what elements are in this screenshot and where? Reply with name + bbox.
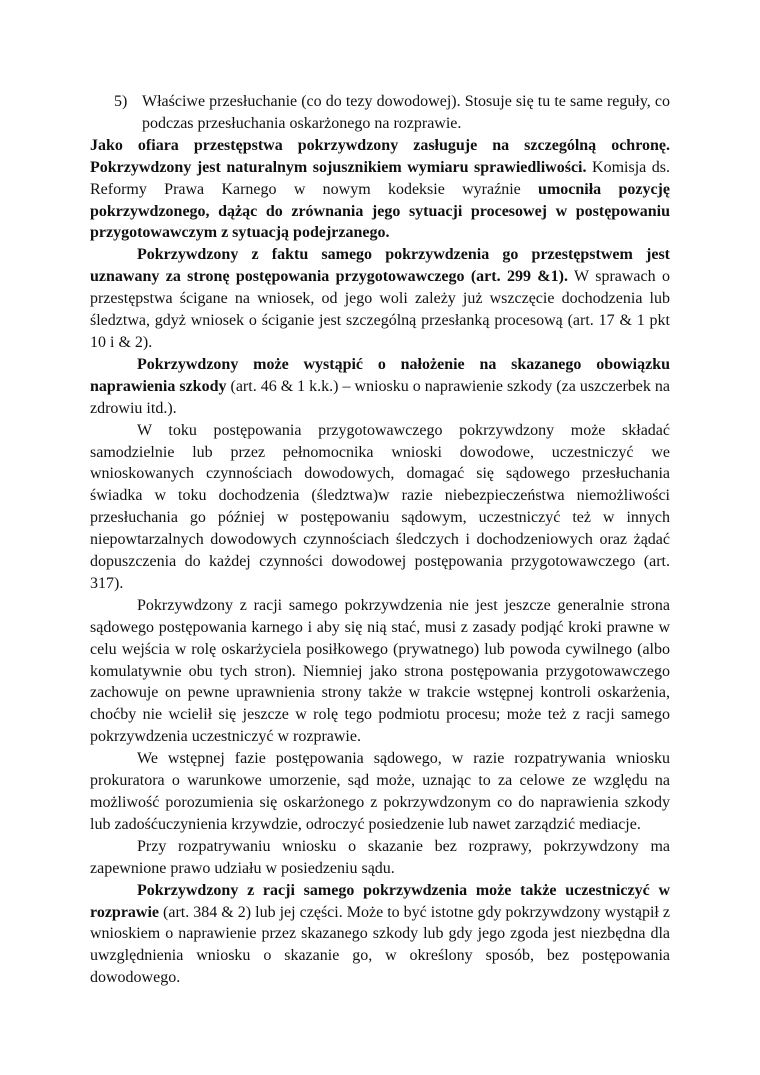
bold-text: Pokrzywdzony może wystąpić o nałożenie na skazanego obowiązku naprawienia szkody [90,355,670,395]
bold-text: Jako ofiara przestępstwa pokrzywdzony zasługuje na szczególną ochronę. Pokrzywdzony jest naturalnym sojusznikiem wymiaru sprawiedliwości. [90,136,670,176]
plain-text: W sprawach o przestępstwa ścigane na wniosek, od jego woli zależy już wszczęcie dochodzenia lub śledztwa, gdyż wniosek o ściganie jest szczególną przesłanką procesową (art. 17 & 1 pkt 10 i & 2). [90,268,670,351]
list-text: Właściwe przesłuchanie (co do tezy dowodowej). Stosuje się tu te same reguły, co podczas przesłuchania oskarżonego na rozprawie. [142,93,670,132]
paragraph-court-party [90,595,670,748]
bold-text: Pokrzywdzony z faktu samego pokrzywdzenia go przestępstwem jest uznawany za stronę postępowania przygotowawczego (art. 299 &1). [90,246,670,286]
bold-text: Pokrzywdzony z racji samego pokrzywdzenia może także uczestniczyć w rozprawie [90,881,670,921]
paragraph-victim-protection [90,135,670,245]
plain-text: Pokrzywdzony z racji samego pokrzywdzenia nie jest jeszcze generalnie strona sądowego postępowania karnego i aby się nią stać, musi z zasady podjąć kroki prawne w celu wejścia w rolę oskarżyciela posiłkowego (prywatnego) lub powoda cywilnego (albo komulatywnie obu tych stron). Niemniej jako strona postępowania przygotowawczego zachowuje on pewne uprawnienia strony także w trakcie wstępnej kontroli oskarżenia, choćby nie wcielił się jeszcze w rolę tego podmiotu procesu; może też z racji samego pokrzywdzenia uczestniczyć w rozprawie. [90,596,670,746]
plain-text: Komisja ds. Reformy Prawa Karnego w nowym kodeksie wyraźnie [90,158,670,198]
plain-text: We wstępnej fazie postępowania sądowego, w razie rozpatrywania wniosku prokuratora o warunkowe umorzenie, sąd może, uznając to za celowe ze względu na możliwość porozumienia się oskarżonego z pokrzywdzonym co do naprawienia szkody lub zadośćuczynienia krzywdzie, odroczyć posiedzenie lub nawet zarządzić mediacje. [90,750,670,833]
paragraph-damage-remedy [90,354,670,420]
list-number: 5) [114,93,128,110]
document-page [90,91,670,989]
paragraph-initial-phase [90,748,670,836]
plain-text: (art. 384 & 2) lub jej części. Może to być istotne gdy pokrzywdzony wystąpił z wnioskiem o naprawienie przez skazanego szkody lub gdy jego zgoda jest niezbędna dla uwzględnienia wniosku o skazanie go, w określony sposób, bez postępowania dowodowego. [90,903,670,987]
plain-text: W toku postępowania przygotowawczego pokrzywdzony może składać samodzielnie lub przez pełnomocnika wnioski dowodowe, uczestniczyć we wnioskowanych czynnościach dowodowych, domagać się sądowego przesłuchania świadka w toku dochodzenia (śledztwa)w razie niebezpieczeństwa niemożliwości przesłuchania go później w postępowaniu sądowym, uczestniczyć też w innych niepowtarzalnych dowodowych czynnościach śledczych i dochodzeniowych oraz żądać dopuszczenia do każdej czynności dowodowej postępowania przygotowawczego (art. 317). [90,421,670,592]
paragraph-no-trial [90,836,670,880]
list-item-5 [90,91,670,135]
paragraph-trial-participation [90,880,670,990]
plain-text: (art. 46 & 1 k.k.) – wniosku o naprawienie szkody (za uszczerbek na zdrowiu itd.). [90,377,671,417]
plain-text: Przy rozpatrywaniu wniosku o skazanie bez rozprawy, pokrzywdzony ma zapewnione prawo udziału w posiedzeniu sądu. [90,837,670,877]
bold-text: umocniła pozycję pokrzywdzonego, dążąc do zrównania jego sytuacji procesowej w postępowaniu przygotowawczym z sytuacją podejrzanego. [90,180,670,242]
paragraph-preparatory-rights [90,420,670,595]
paragraph-party-status [90,244,670,354]
